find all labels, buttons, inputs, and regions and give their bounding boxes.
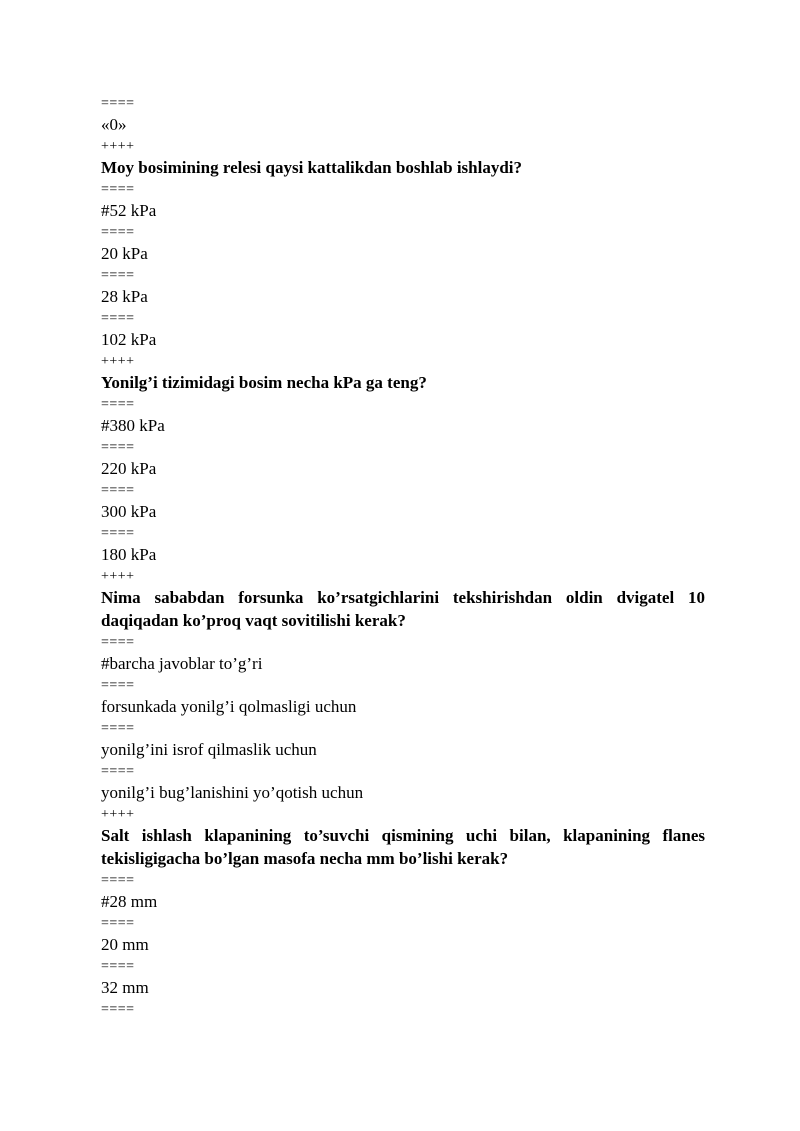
- answer-separator: ====: [101, 268, 135, 283]
- answer-separator: ====: [101, 678, 135, 693]
- answer-separator: ====: [101, 873, 135, 888]
- answer-option: yonilg’ini isrof qilmaslik uchun: [101, 740, 317, 759]
- answer-separator: ====: [101, 526, 135, 541]
- answer-option: 300 kPa: [101, 502, 157, 521]
- answer-option: 32 mm: [101, 978, 149, 997]
- answer-separator: ====: [101, 96, 135, 111]
- question-separator: ++++: [101, 807, 135, 822]
- answer-separator: ====: [101, 225, 135, 240]
- correct-answer-option: #barcha javoblar to’g’ri: [101, 654, 263, 673]
- correct-answer-option: #52 kPa: [101, 201, 157, 220]
- question-text: Yonilg’i tizimidagi bosim necha kPa ga teng?: [101, 373, 427, 392]
- question-separator: ++++: [101, 354, 135, 369]
- answer-option: 28 kPa: [101, 287, 148, 306]
- answer-option: yonilg’i bug’lanishini yo’qotish uchun: [101, 783, 364, 802]
- answer-separator: ====: [101, 440, 135, 455]
- question-separator: ++++: [101, 569, 135, 584]
- answer-option: 20 kPa: [101, 244, 148, 263]
- document-page: [101, 96, 705, 1017]
- question-text: Salt ishlash klapanining to’suvchi qismining uchi bilan, klapanining flanes tekisligigacha bo’lgan masofa necha mm bo’lishi kerak?: [101, 826, 705, 868]
- answer-separator: ====: [101, 635, 135, 650]
- answer-separator: ====: [101, 397, 135, 412]
- answer-option: 180 kPa: [101, 545, 157, 564]
- answer-option: forsunkada yonilg’i qolmasligi uchun: [101, 697, 357, 716]
- answer-separator: ====: [101, 483, 135, 498]
- correct-answer-option: #380 kPa: [101, 416, 165, 435]
- answer-option: «0»: [101, 115, 127, 134]
- answer-option: 102 kPa: [101, 330, 157, 349]
- answer-separator: ====: [101, 182, 135, 197]
- answer-separator: ====: [101, 959, 135, 974]
- correct-answer-option: #28 mm: [101, 892, 158, 911]
- question-text: Nima sababdan forsunka ko’rsatgichlarini tekshirishdan oldin dvigatel 10 daqiqadan ko’proq vaqt sovitilishi kerak?: [101, 588, 705, 630]
- question-text: Moy bosimining relesi qaysi kattalikdan boshlab ishlaydi?: [101, 158, 523, 177]
- answer-separator: ====: [101, 764, 135, 779]
- answer-separator: ====: [101, 721, 135, 736]
- answer-separator: ====: [101, 1002, 135, 1017]
- answer-separator: ====: [101, 916, 135, 931]
- answer-option: 20 mm: [101, 935, 149, 954]
- question-separator: ++++: [101, 139, 135, 154]
- answer-separator: ====: [101, 311, 135, 326]
- answer-option: 220 kPa: [101, 459, 157, 478]
